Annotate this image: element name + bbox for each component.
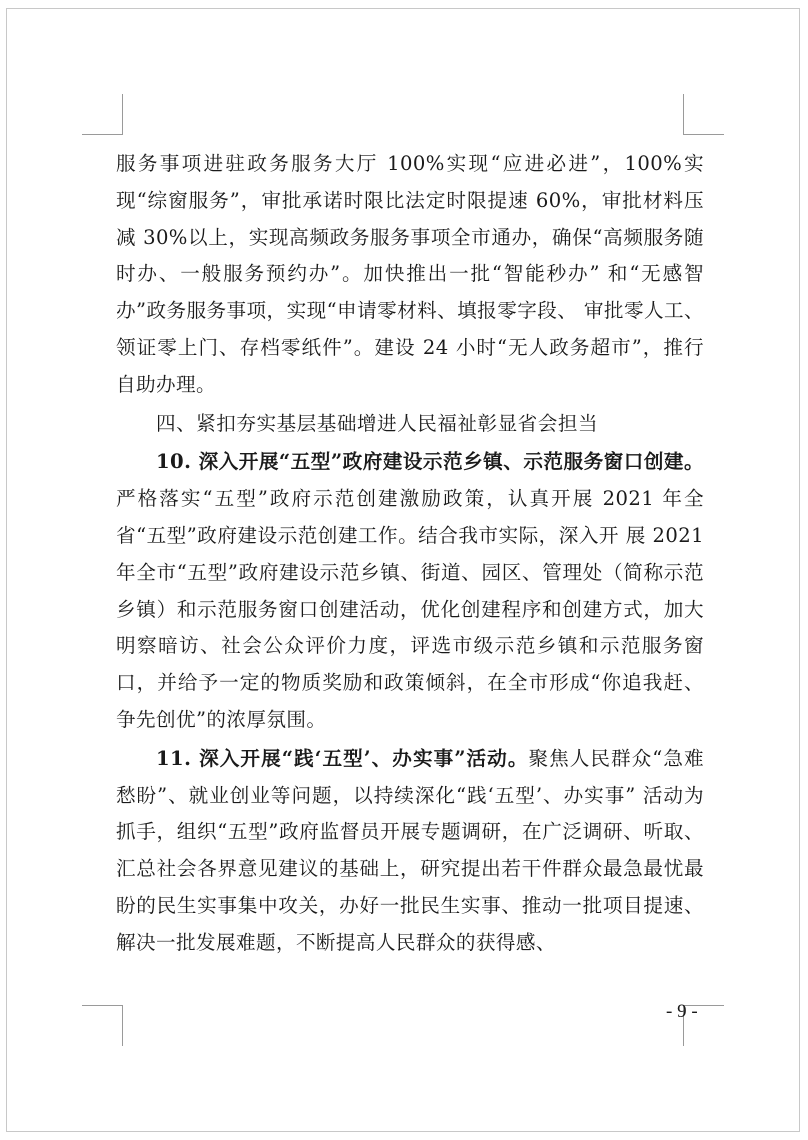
- item-11-text: 聚焦人民群众“急难愁盼”、就业创业等问题，以持续深化“践‘五型’、办实事” 活动为抓手，组织“五型”政府监督员开展专题调研，在广泛调研、听取、汇总社会各界意见建议的基础上，研究提出若干件群众最急最忧最盼的民生实事集中攻关，办好一批民生实事、推动一批项目提速、解决一批发展难题，不断提高人民群众的获得感、: [116, 746, 704, 954]
- item-10-text: 严格落实“五型”政府示范创建激励政策，认真开展 2021 年全省“五型”政府建设示范创建工作。结合我市实际，深入开 展 2021 年全市“五型”政府建设示范乡镇、街道、园区、管理处（简称示范乡镇）和示范服务窗口创建活动，优化创建程序和创建方式，加大明察暗访、社会公众评价力度，评选市级示范乡镇和示范服务窗口，并给予一定的物质奖励和政策倾斜，在全市形成“你追我赶、争先创优”的浓厚氛围。: [116, 487, 704, 731]
- paragraph-item-11: [116, 741, 704, 962]
- crop-mark-top-right: [683, 94, 724, 135]
- item-11-lead: 11. 深入开展“践‘五型’、办实事”活动。: [156, 746, 529, 770]
- page-number: - 9 -: [666, 1001, 698, 1022]
- crop-mark-bottom-left: [82, 1005, 123, 1046]
- section-heading-4: 四、紧扣夯实基层基础增进人民福祉彰显省会担当: [156, 411, 599, 435]
- paragraph-continued: 服务事项进驻政务服务大厅 100%实现“应进必进”，100%实现“综窗服务”，审批承诺时限比法定时限提速 60%，审批材料压减 30%以上，实现高频政务服务事项全市通办，确保“高频服务随时办、一般服务预约办”。加快推出一批“智能秒办” 和“无感智办”政务服务事项，实现“申请零材料、填报零字段、 审批零人工、领证零上门、存档零纸件”。建设 24 小时“无人政务超市”，推行自助办理。: [116, 152, 704, 396]
- item-10-lead: 10. 深入开展“五型”政府建设示范乡镇、示范服务窗口创建。: [156, 450, 704, 474]
- crop-mark-top-left: [82, 94, 123, 135]
- paragraph-item-10: [116, 444, 704, 738]
- document-body: [116, 146, 704, 962]
